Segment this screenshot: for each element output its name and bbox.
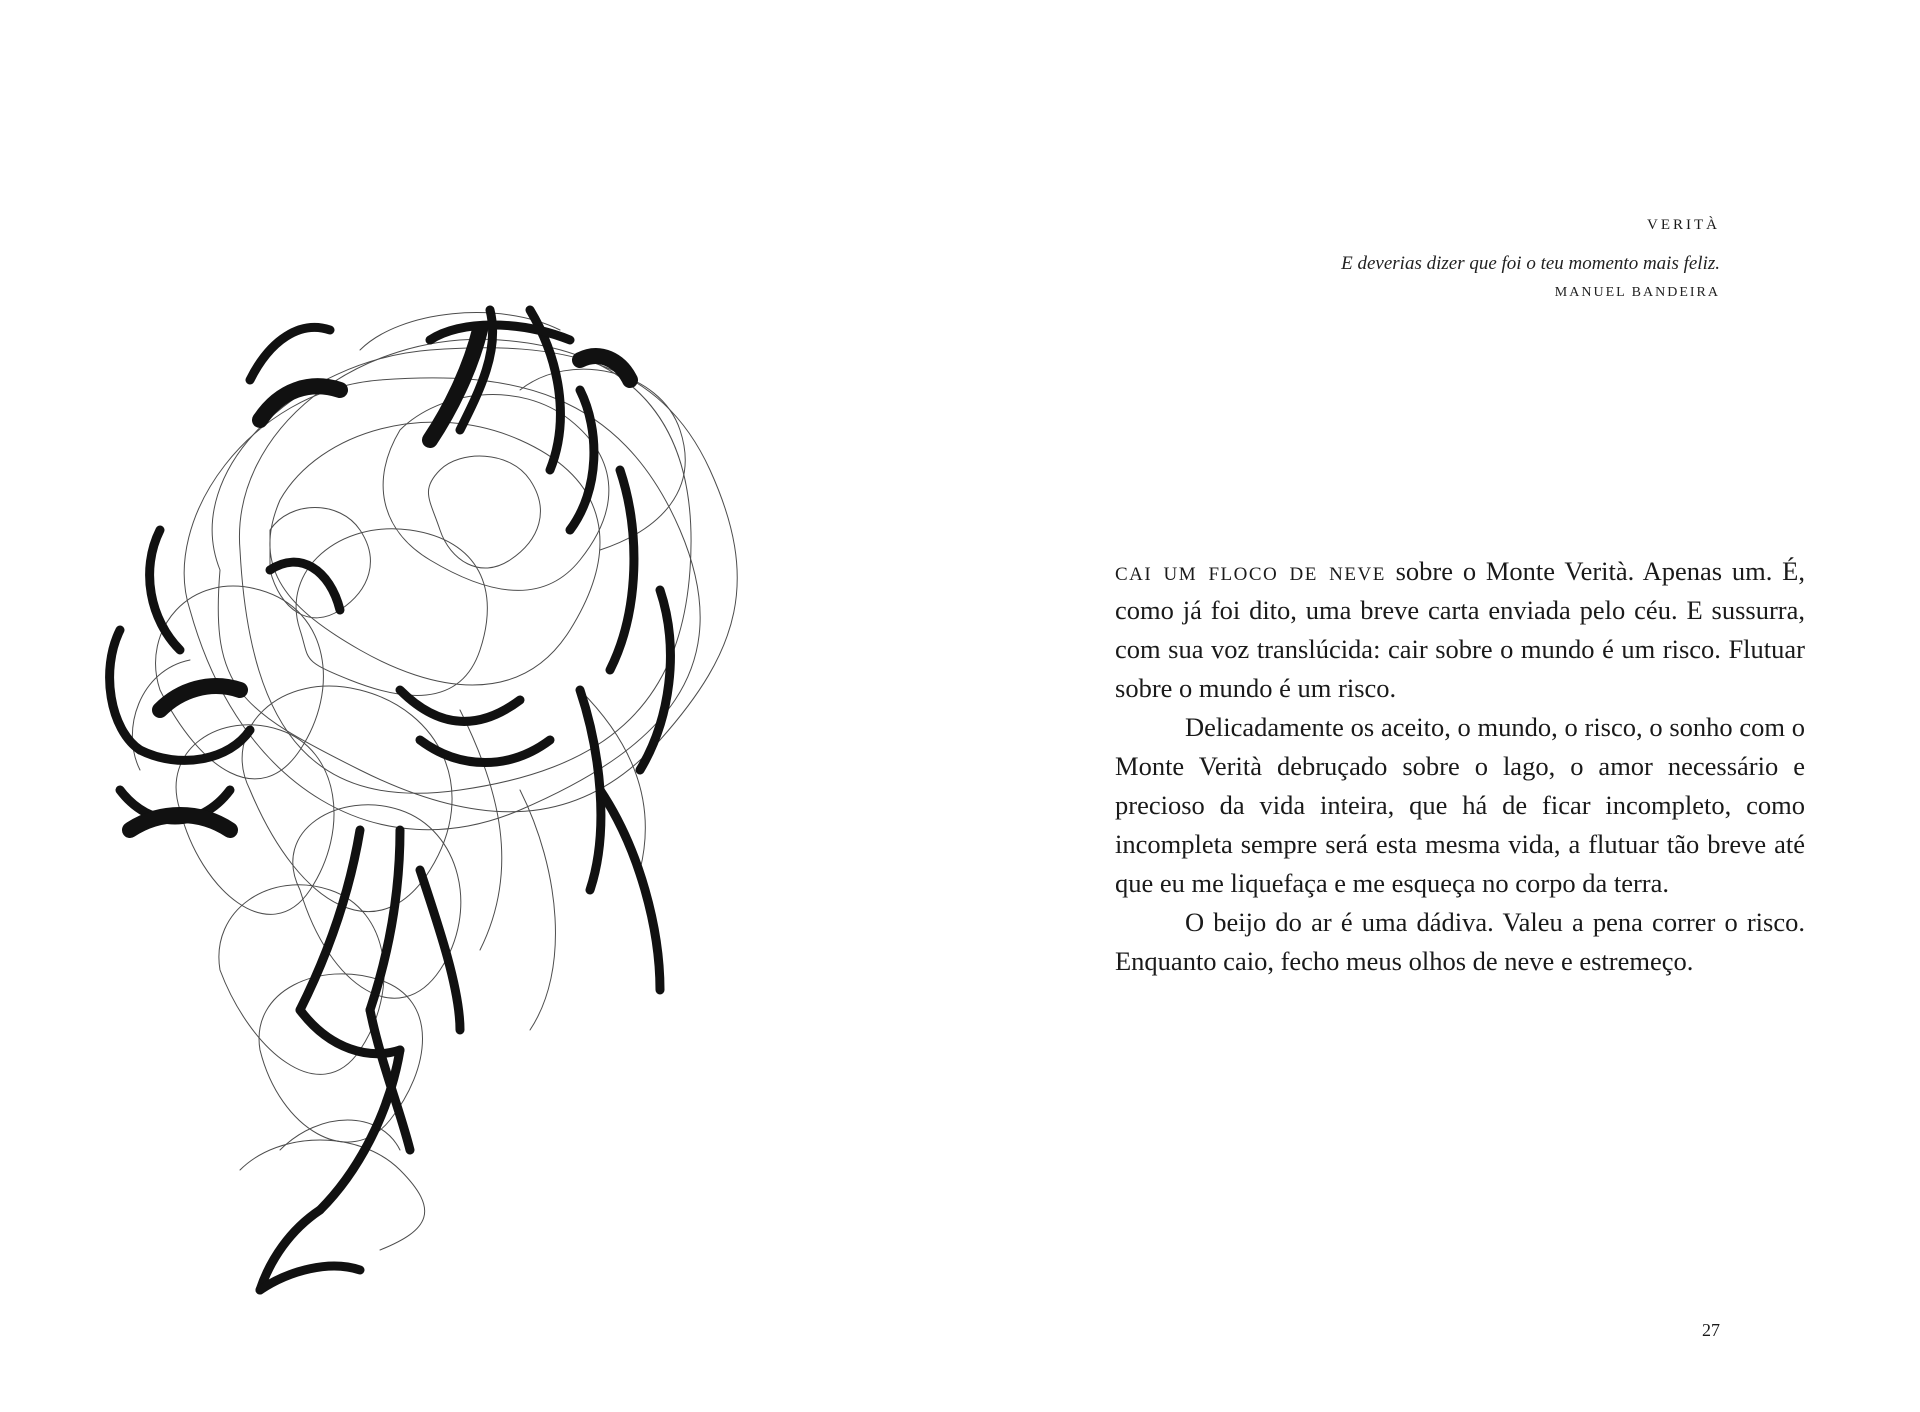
epigraph-quote: E deverias dizer que foi o teu momento mais feliz. — [1341, 253, 1720, 274]
paragraph-2: Delicadamente os aceito, o mundo, o risco, o sonho com o Monte Verità debruçado sobre o lago, o amor necessário e precioso da vida inteira, que há de ficar incompleto, como incompleta sempre será esta mesma vida, a flutuar tão breve até que eu me liquefaça e me esqueça no corpo da terra. — [1115, 712, 1805, 898]
epigraph-author: MANUEL BANDEIRA — [1554, 285, 1720, 300]
body-text — [1115, 552, 1805, 981]
lead-in-small-caps: cai um floco de neve — [1115, 556, 1386, 586]
chapter-title: verità — [1647, 210, 1720, 234]
paragraph-1-text: sobre o Monte Verità. Apenas um. É, como já foi dito, uma breve carta enviada pelo céu. E sussurra, com sua voz translúcida: cair sobre o mundo é um risco. Flutuar sobre o mundo é um risco. — [1115, 556, 1805, 703]
paragraph-1 — [1115, 552, 1805, 708]
ink-portrait-illustration — [100, 270, 880, 1310]
right-page — [1090, 0, 1820, 1412]
ink-portrait-sketch-icon — [100, 270, 880, 1310]
page-number: 27 — [1702, 1320, 1720, 1340]
paragraph-3: O beijo do ar é uma dádiva. Valeu a pena correr o risco. Enquanto caio, fecho meus olhos de neve e estremeço. — [1115, 907, 1805, 976]
